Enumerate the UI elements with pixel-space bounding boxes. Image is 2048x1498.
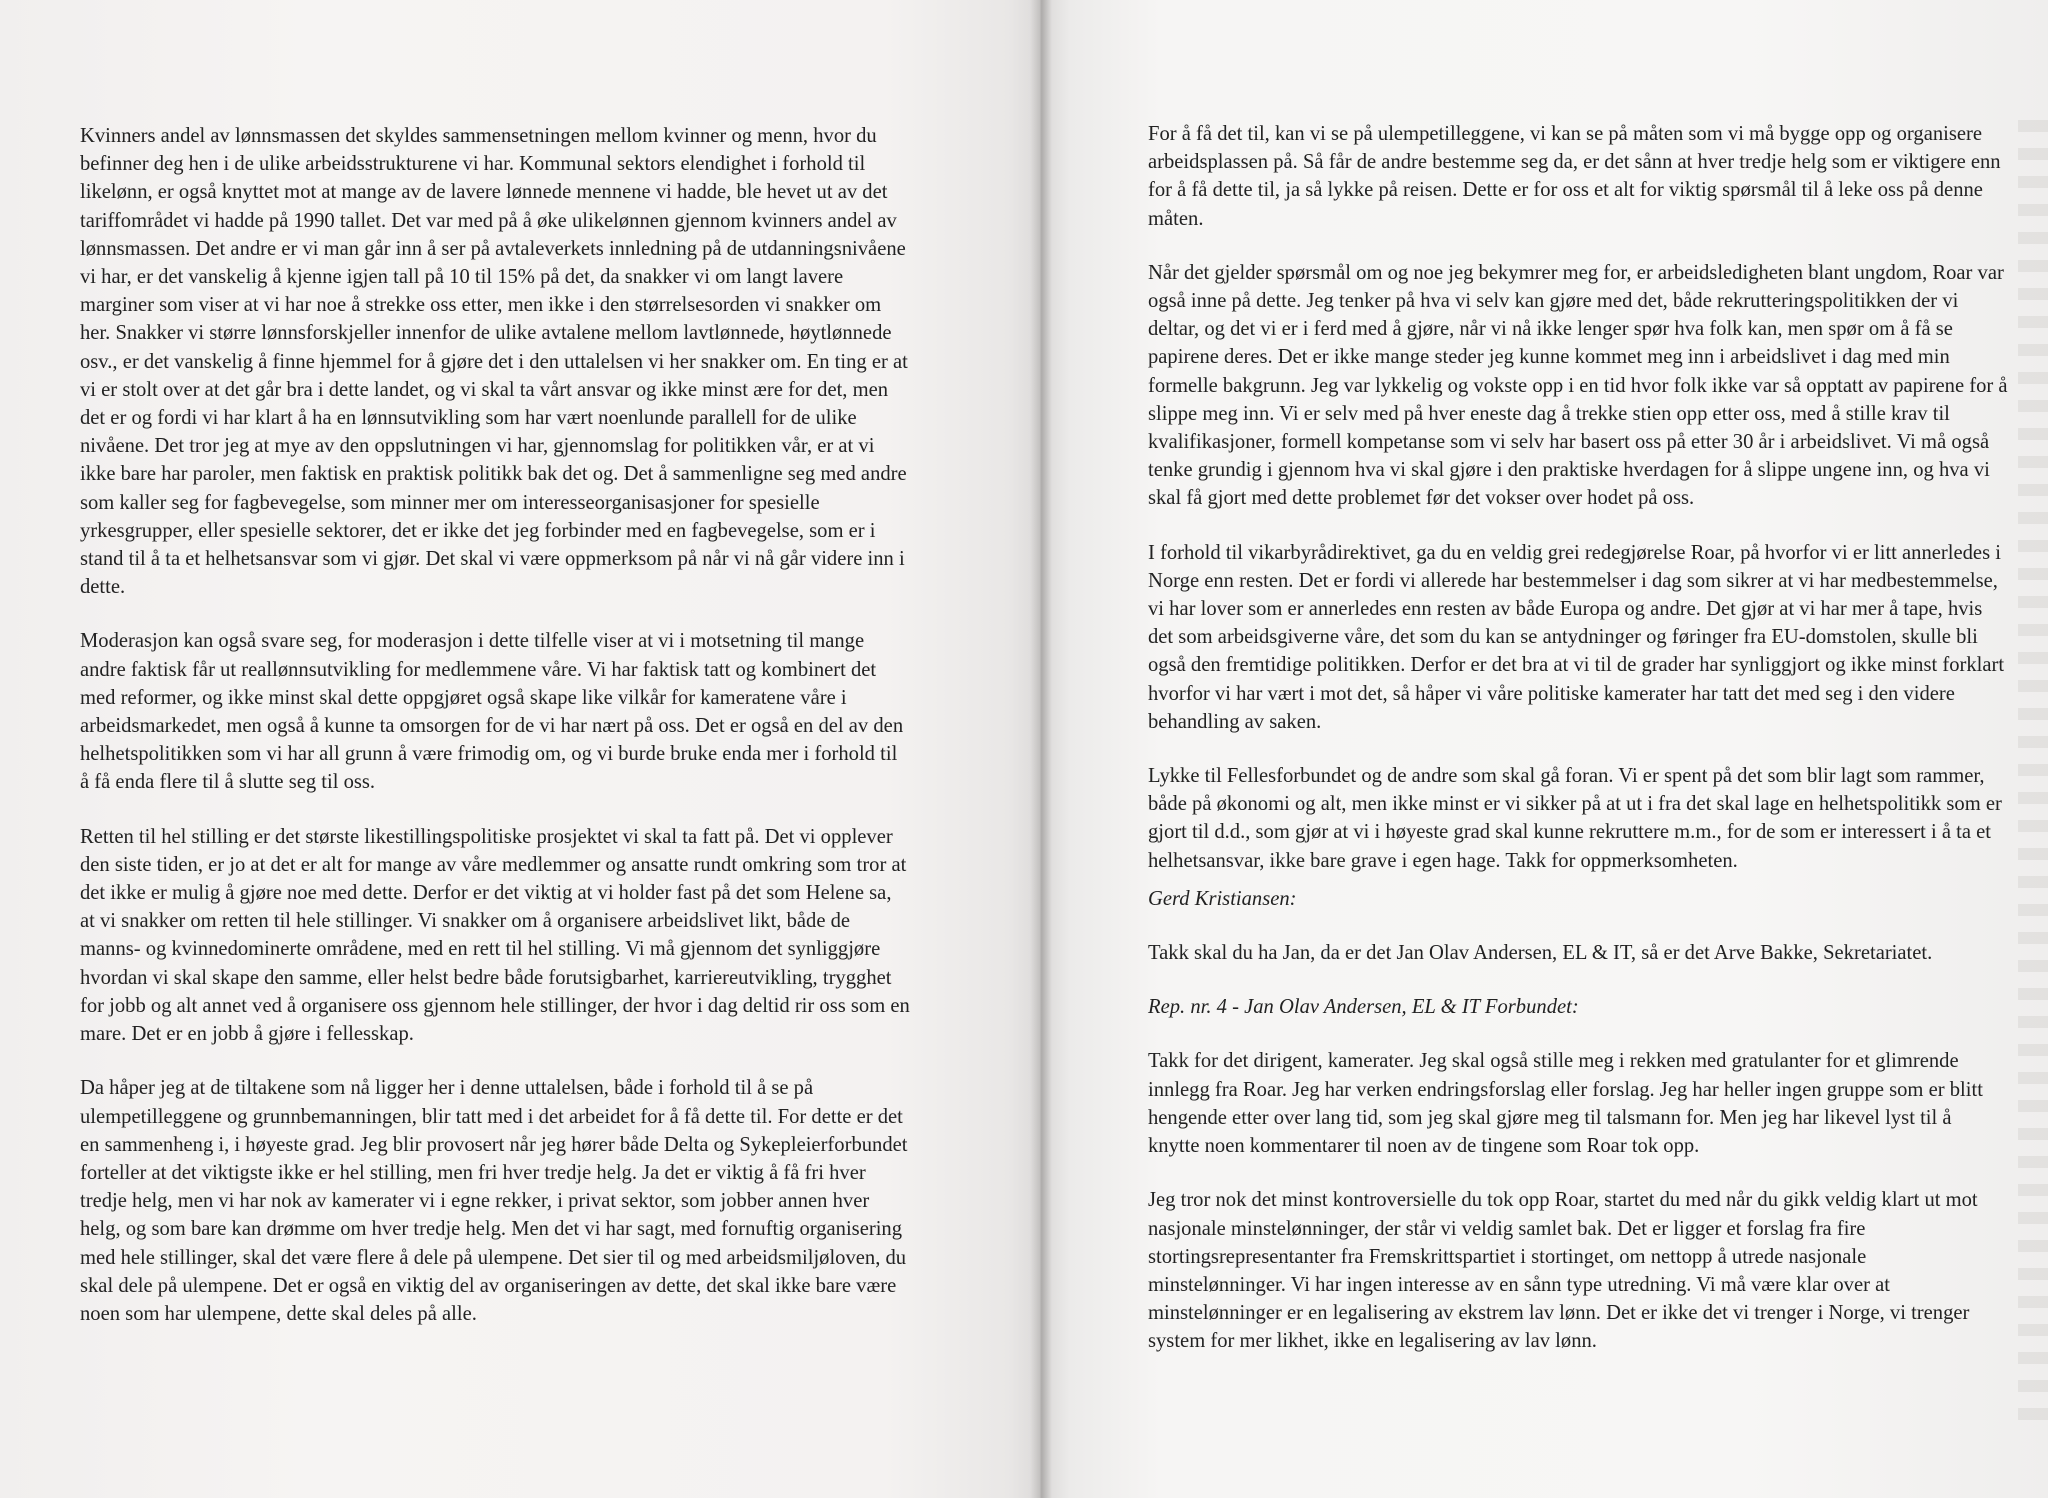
paragraph: Retten til hel stilling er det største likestillingspolitiske prosjektet vi skal ta fatt på. Det vi opplever den siste tiden, er jo at det er alt for mange av våre medlemmer og ansatte rundt omkring som tror at det ikke er mulig å gjøre noe med dette. Derfor er det viktig at vi holder fast på det som Helene sa, at vi snakker om retten til hele stillinger. Vi snakker om å organisere arbeidslivet likt, både de manns- og kvinnedominerte områdene, med en rett til hel stilling. Vi må gjennom det synliggjøre hvordan vi skal skape den samme, eller helst bedre både forutsigbarhet, karriereutvikling, trygghet for jobb og alt annet ved å organisere oss gjennom hele stillinger, der hvor i dag deltid rir oss som en mare. Det er en jobb å gjøre i fellesskap. — [80, 825, 910, 1046]
speaker-name: Gerd Kristiansen: — [1148, 887, 1297, 910]
speaker-name: Rep. nr. 4 - Jan Olav Andersen, EL & IT Forbundet: — [1148, 996, 1579, 1019]
right-page — [1040, 0, 2048, 1498]
paragraph: Da håper jeg at de tiltakene som nå ligger her i denne uttalelsen, både i forhold til å se på ulempetilleggene og grunnbemanningen, blir tatt med i det arbeidet for å få dette til. For dette er det en sammenheng i, i høyeste grad. Jeg blir provosert når jeg hører både Delta og Sykepleierforbundet forteller at det viktigste ikke er hel stilling, men fri hver tredje helg. Ja det er viktig å få fri hver tredje helg, men vi har nok av kamerater vi i egne rekker, i privat sektor, som jobber annen hver helg, og som bare kan drømme om hver tredje helg. Men det vi har sagt, med fornuftig organisering med hele stillinger, skal det være flere å dele på ulempene. Det sier til og med arbeidsmiljøloven, du skal dele på ulempene. Det er også en viktig del av organiseringen av dette, det skal ikke bare være noen som har ulempene, dette skal deles på alle. — [80, 1077, 908, 1325]
paragraph: I forhold til vikarbyrådirektivet, ga du en veldig grei redegjørelse Roar, på hvorfor vi er litt annerledes i Norge enn resten. Det er fordi vi allerede har bestemmelser i dag som sikrer at vi har medbestemmelse, vi har lover som er annerledes enn resten av både Europa og andre. Det gjør at vi har mer å tape, hvis det som arbeidsgiverne våre, det som du kan se antydninger og føringer fra EU-domstolen, skulle bli også den fremtidige politikken. Derfor er det bra at vi til de grader har synliggjort og ikke minst forklart hvorfor vi har vært i mot det, så håper vi våre politiske kamerater har tatt det med seg i den videre behandling av saken. — [1148, 541, 2005, 733]
right-page-text — [1148, 120, 2008, 1382]
show-through-shadow — [2018, 120, 2048, 1420]
book-gutter — [1030, 0, 1052, 1498]
paragraph: Lykke til Fellesforbundet og de andre som skal gå foran. Vi er spent på det som blir lagt som rammer, både på økonomi og alt, men ikke minst er vi sikker på at ut i fra det skal lage en helhetspolitikk som er gjort til d.d., som gjør at vi i høyeste grad skal kunne rekruttere m.m., for de som er interessert i å ta et helhetsansvar, ikke bare grave i egen hage. Takk for oppmerksomheten. — [1148, 765, 2002, 872]
paragraph: Når det gjelder spørsmål om og noe jeg bekymrer meg for, er arbeidsledigheten blant ungdom, Roar var også inne på dette. Jeg tenker på hva vi selv kan gjøre med det, både rekrutteringspolitikken der vi deltar, og det vi er i ferd med å gjøre, når vi nå ikke lenger spør hva folk kan, men spør om å få se papirene deres. Det er ikke mange steder jeg kunne kommet meg inn i arbeidslivet i dag med min formelle bakgrunn. Jeg var lykkelig og vokste opp i en tid hvor folk ikke var så opptatt av papirene for å slippe meg inn. Vi er selv med på hver eneste dag å trekke stien opp etter oss, med å stille krav til kvalifikasjoner, formell kompetanse som vi selv har basert oss på etter 30 år i arbeidslivet. Vi må også tenke grundig i gjennom hva vi skal gjøre i den praktiske hverdagen for å slippe ungene inn, og hva vi skal få gjort med dette problemet før det vokser over hodet på oss. — [1148, 261, 2008, 510]
speaker-statement: Takk for det dirigent, kamerater. Jeg skal også stille meg i rekken med gratulanter for et glimrende innlegg fra Roar. Jeg har verken endringsforslag eller forslag. Jeg har heller ingen gruppe som er blitt hengende etter over lang tid, som jeg skal gjøre meg til talsmann for. Men jeg har likevel lyst til å knytte noen kommentarer til noen av de tingene som Roar tok opp. — [1148, 1050, 1983, 1158]
speaker-statement: Takk skal du ha Jan, da er det Jan Olav Andersen, EL & IT, så er det Arve Bakke, Sekretariatet. — [1148, 942, 1933, 965]
paragraph: Jeg tror nok det minst kontroversielle du tok opp Roar, startet du med når du gikk veldig klart ut mot nasjonale minstelønninger, der står vi veldig samlet bak. Det er ligger et forslag fra fire stortingsrepresentanter fra Fremskrittspartiet i stortinget, om nettopp å utrede nasjonale minstelønninger. Vi har ingen interesse av en sånn type utredning. Vi må være klar over at minstelønninger er en legalisering av ekstrem lav lønn. Det er ikke det vi trenger i Norge, vi trenger system for mer likhet, ikke en legalisering av lav lønn. — [1148, 1189, 1978, 1353]
paragraph: For å få det til, kan vi se på ulempetilleggene, vi kan se på måten som vi må bygge opp og organisere arbeidsplassen på. Så får de andre bestemme seg da, er det sånn at hver tredje helg som er viktigere enn for å få dette til, ja så lykke på reisen. Dette er for oss et alt for viktig spørsmål til å leke oss på denne måten. — [1148, 123, 2001, 230]
paragraph: Moderasjon kan også svare seg, for moderasjon i dette tilfelle viser at vi i motsetning til mange andre faktisk får ut reallønnsutvikling for medlemmene våre. Vi har faktisk tatt og kombinert det med reformer, og ikke minst skal dette oppgjøret også skape like vilkår for kameratene våre i arbeidsmarkedet, men også å kunne ta omsorgen for de vi har nært på oss. Det er også en del av den helhetspolitikken som vi har all grunn å være frimodig om, og vi burde bruke enda mer i forhold til å få enda flere til å slutte seg til oss. — [80, 630, 904, 794]
left-page-text — [80, 122, 910, 1354]
paragraph: Kvinners andel av lønnsmassen det skyldes sammensetningen mellom kvinner og menn, hvor du befinner deg hen i de ulike arbeidsstrukturene vi har. Kommunal sektors elendighet i forhold til likelønn, er også knyttet mot at mange av de lavere lønnede mennene vi hadde, ble hevet ut av det tariffområdet vi hadde på 1990 tallet. Det var med på å øke ulikelønnen gjennom kvinners andel av lønnsmassen. Det andre er vi man går inn å ser på avtaleverkets innledning på de utdanningsnivåene vi har, er det vanskelig å kjenne igjen tall på 10 til 15% på det, da snakker vi om langt lavere marginer som viser at vi har noe å strekke oss etter, men ikke i den størrelsesorden vi snakker om her. Snakker vi større lønnsforskjeller innenfor de ulike avtalene mellom lavtlønnede, høytlønnede osv., er det vanskelig å finne hjemmel for å gjøre det i den uttalelsen vi her snakker om. En ting er at vi er stolt over at det går bra i dette landet, og vi skal ta vårt ansvar og ikke minst ære for det, men det er og fordi vi har klart å ha en lønnsutvikling som har vært noenlunde parallell for de ulike nivåene. Det tror jeg at mye av den oppslutningen vi har, gjennomslag for politikken vår, er at vi ikke bare har paroler, men faktisk en praktisk politikk bak det og. Det å sammenligne seg med andre som kaller seg for fagbevegelse, som minner mer om interesseorganisasjoner for spesielle yrkesgrupper, eller spesielle sektorer, det er ikke det jeg forbinder med en fagbevegelse, som er i stand til å ta et helhetsansvar som vi gjør. Det skal vi være oppmerksom på når vi nå går videre inn i dette. — [80, 125, 908, 599]
